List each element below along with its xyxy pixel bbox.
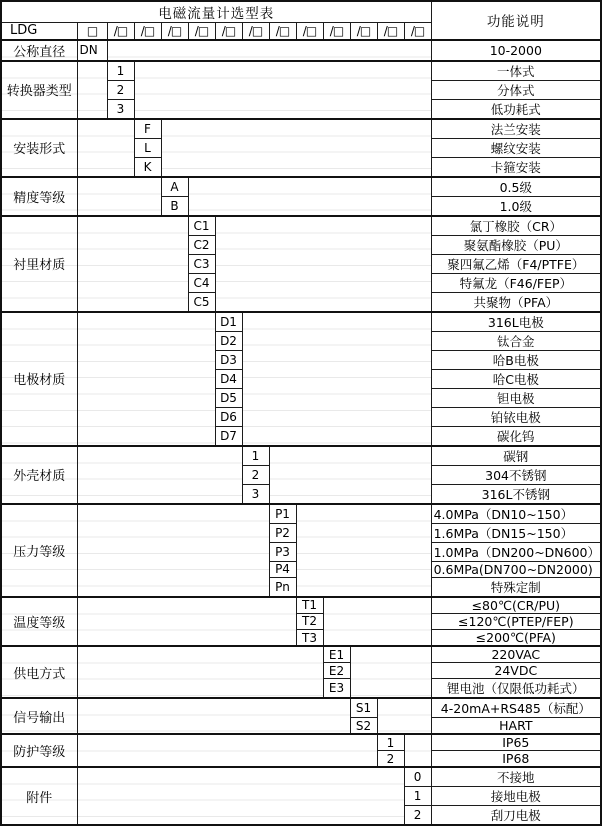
option-desc-cell: ≤80℃(CR/PU) [431, 597, 601, 614]
option-desc-cell: IP68 [431, 751, 601, 768]
option-row [1, 646, 601, 663]
option-desc-cell: 316L不锈钢 [431, 484, 601, 504]
option-desc-cell: 不接地 [431, 767, 601, 787]
option-desc-cell: 刮刀电极 [431, 806, 601, 826]
left-filler-cell [77, 698, 350, 734]
option-desc-cell: 共聚物（PFA） [431, 292, 601, 312]
option-row [1, 119, 601, 139]
option-desc-cell: 4.0MPa（DN10~150） [431, 504, 601, 524]
option-code-cell: D3 [215, 350, 242, 369]
option-desc-cell: 碳化钨 [431, 426, 601, 446]
model-code-box: /□ [269, 23, 296, 40]
option-code-cell: 3 [107, 99, 134, 119]
option-desc-cell: 哈B电极 [431, 350, 601, 369]
option-desc-cell: 304不锈钢 [431, 465, 601, 484]
option-code-cell: D2 [215, 331, 242, 350]
option-code-cell: D7 [215, 426, 242, 446]
option-row [1, 312, 601, 332]
category-label: 附件 [1, 767, 77, 825]
table-title: 电磁流量计选型表 [1, 1, 431, 23]
option-desc-cell: 卡箍安装 [431, 157, 601, 177]
model-code-box: /□ [134, 23, 161, 40]
right-filler-cell [269, 446, 431, 504]
right-filler-cell [188, 177, 431, 216]
option-desc-cell: 0.5级 [431, 177, 601, 197]
right-filler-cell [107, 40, 431, 61]
option-code-cell: 2 [242, 465, 269, 484]
option-row [1, 446, 601, 466]
model-code-box: /□ [188, 23, 215, 40]
model-code-box: /□ [242, 23, 269, 40]
option-code-cell: S1 [350, 698, 377, 718]
category-label: 安装形式 [1, 119, 77, 177]
option-code-cell: T2 [296, 613, 323, 629]
option-desc-cell: 钽电极 [431, 388, 601, 407]
option-row [1, 61, 601, 81]
model-code-box: /□ [296, 23, 323, 40]
option-code-cell: C4 [188, 273, 215, 292]
option-desc-cell: 24VDC [431, 663, 601, 679]
option-desc-cell: 特氟龙（F46/FEP） [431, 273, 601, 292]
right-filler-cell [215, 216, 431, 312]
option-row [1, 216, 601, 236]
option-desc-cell: IP65 [431, 734, 601, 751]
category-label: 转换器类型 [1, 61, 77, 119]
left-filler-cell [77, 177, 161, 216]
model-code-box: /□ [323, 23, 350, 40]
option-desc-cell: 碳钢 [431, 446, 601, 466]
category-label: 温度等级 [1, 597, 77, 646]
option-desc-cell: 锂电池（仅限低功耗式） [431, 679, 601, 699]
option-code-cell: E3 [323, 679, 350, 699]
option-row [1, 177, 601, 197]
option-desc-cell: 低功耗式 [431, 99, 601, 119]
option-code-cell: P2 [269, 523, 296, 542]
option-code-cell: 1 [377, 734, 404, 751]
right-filler-cell [242, 312, 431, 446]
model-code-box: /□ [377, 23, 404, 40]
option-desc-cell: 氯丁橡胶（CR） [431, 216, 601, 236]
left-filler-cell [77, 216, 188, 312]
option-code-cell: D1 [215, 312, 242, 332]
left-filler-cell [77, 504, 269, 597]
option-desc-cell: 10-2000 [431, 40, 601, 61]
option-desc-cell: 4-20mA+RS485（标配） [431, 698, 601, 718]
option-desc-cell: 220VAC [431, 646, 601, 663]
option-row [1, 698, 601, 718]
option-code-cell: D4 [215, 369, 242, 388]
model-code-box: /□ [215, 23, 242, 40]
category-label: 电极材质 [1, 312, 77, 446]
option-code-cell: C3 [188, 254, 215, 273]
left-filler-cell [77, 646, 323, 698]
option-code-cell: P1 [269, 504, 296, 524]
right-filler-cell [161, 119, 431, 177]
option-desc-cell: 分体式 [431, 80, 601, 99]
model-code-box: /□ [107, 23, 134, 40]
option-desc-cell: 特殊定制 [431, 577, 601, 597]
option-desc-cell: 法兰安装 [431, 119, 601, 139]
left-filler-cell [77, 312, 215, 446]
option-desc-cell: 聚四氟乙烯（F4/PTFE） [431, 254, 601, 273]
option-code-cell: 2 [404, 806, 431, 826]
option-code-cell: T3 [296, 630, 323, 647]
right-filler-cell [404, 734, 431, 767]
option-desc-cell: ≤120℃(PTEP/FEP) [431, 613, 601, 629]
option-desc-cell: 聚氨酯橡胶（PU） [431, 235, 601, 254]
option-row [1, 40, 601, 61]
left-filler-cell [77, 767, 404, 825]
option-row [1, 767, 601, 787]
option-code-cell: K [134, 157, 161, 177]
model-code-box: /□ [161, 23, 188, 40]
option-desc-cell: 316L电极 [431, 312, 601, 332]
option-code-cell: S2 [350, 718, 377, 735]
option-desc-cell: 1.0级 [431, 196, 601, 216]
left-filler-cell [77, 61, 107, 119]
model-code-box: /□ [404, 23, 431, 40]
option-desc-cell: 哈C电极 [431, 369, 601, 388]
left-filler-cell [77, 446, 242, 504]
option-desc-cell: ≤200℃(PFA) [431, 630, 601, 647]
right-filler-cell [377, 698, 431, 734]
model-code-box: □ [77, 23, 107, 40]
category-label: 衬里材质 [1, 216, 77, 312]
option-code-cell: C1 [188, 216, 215, 236]
category-label: 防护等级 [1, 734, 77, 767]
option-code-cell: A [161, 177, 188, 197]
category-label: 信号输出 [1, 698, 77, 734]
right-filler-cell [296, 504, 431, 597]
option-code-cell: 3 [242, 484, 269, 504]
option-code-cell: Pn [269, 577, 296, 597]
option-desc-cell: 螺纹安装 [431, 138, 601, 157]
option-desc-cell: 钛合金 [431, 331, 601, 350]
option-code-cell: F [134, 119, 161, 139]
option-row [1, 597, 601, 614]
left-filler-cell [77, 119, 134, 177]
option-code-cell: E1 [323, 646, 350, 663]
option-row [1, 734, 601, 751]
right-filler-cell [323, 597, 431, 646]
right-filler-cell [134, 61, 431, 119]
model-prefix: LDG [1, 23, 77, 40]
left-filler-cell [77, 597, 296, 646]
option-desc-cell: 0.6MPa(DN700~DN2000) [431, 561, 601, 577]
category-label: 精度等级 [1, 177, 77, 216]
function-column-header: 功能说明 [431, 1, 601, 40]
right-filler-cell [350, 646, 431, 698]
option-code-cell: D6 [215, 407, 242, 426]
option-code-cell: 1 [242, 446, 269, 466]
title-row [1, 1, 601, 23]
option-desc-cell: 一体式 [431, 61, 601, 81]
option-code-cell: 1 [107, 61, 134, 81]
option-code-cell: 2 [377, 751, 404, 768]
option-desc-cell: 1.0MPa（DN200~DN600） [431, 542, 601, 561]
option-code-cell: E2 [323, 663, 350, 679]
option-code-cell: B [161, 196, 188, 216]
option-code-cell: C5 [188, 292, 215, 312]
category-label: 供电方式 [1, 646, 77, 698]
model-code-box: /□ [350, 23, 377, 40]
category-label: 公称直径 [1, 40, 77, 61]
option-code-cell: 0 [404, 767, 431, 787]
option-code-cell: P3 [269, 542, 296, 561]
option-code-cell: P4 [269, 561, 296, 577]
option-code-cell: 1 [404, 787, 431, 806]
option-code-cell: C2 [188, 235, 215, 254]
option-desc-cell: HART [431, 718, 601, 735]
option-code-cell: L [134, 138, 161, 157]
option-desc-cell: 1.6MPa（DN15~150） [431, 523, 601, 542]
category-label: 压力等级 [1, 504, 77, 597]
category-label: 外壳材质 [1, 446, 77, 504]
option-code-cell: DN [77, 40, 107, 61]
option-desc-cell: 接地电极 [431, 787, 601, 806]
option-code-cell: D5 [215, 388, 242, 407]
option-code-cell: T1 [296, 597, 323, 614]
option-code-cell: 2 [107, 80, 134, 99]
option-desc-cell: 铂铱电极 [431, 407, 601, 426]
left-filler-cell [77, 734, 377, 767]
option-row [1, 504, 601, 524]
